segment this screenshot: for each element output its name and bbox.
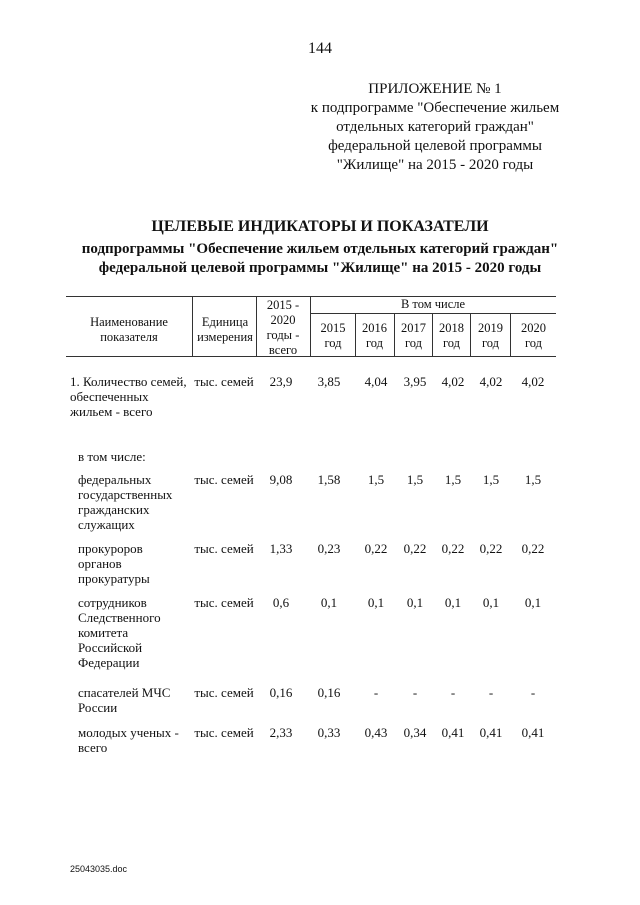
row-value: - xyxy=(412,685,418,700)
group-divider xyxy=(310,313,556,314)
row-total: 23,9 xyxy=(269,374,293,389)
row-value: 0,33 xyxy=(317,725,341,740)
row-unit: тыс. семей xyxy=(194,541,254,556)
row-name: сотрудников Следственного комитета Российской Федерации xyxy=(78,595,161,670)
document-subtitle xyxy=(40,240,600,278)
file-name-footer: 25043035.doc xyxy=(70,864,128,874)
row-value: 0,22 xyxy=(364,541,388,556)
row-value: 0,16 xyxy=(317,685,341,700)
row-value: 0,1 xyxy=(367,595,385,610)
row-unit: тыс. семей xyxy=(194,472,254,487)
document-title: ЦЕЛЕВЫЕ ИНДИКАТОРЫ И ПОКАЗАТЕЛИ xyxy=(151,218,489,235)
header-year: 2017 год xyxy=(401,321,426,350)
row-value: 0,22 xyxy=(403,541,427,556)
row-name: спасателей МЧС России xyxy=(78,685,171,715)
row-name: 1. Количество семей, обеспеченных жильем - всего xyxy=(70,374,187,419)
row-value: 0,1 xyxy=(444,595,462,610)
row-unit: тыс. семей xyxy=(194,595,254,610)
row-value: - xyxy=(450,685,456,700)
row-value: 0,41 xyxy=(479,725,503,740)
row-value: 0,22 xyxy=(521,541,545,556)
row-value: 0,1 xyxy=(320,595,338,610)
row-value: 0,34 xyxy=(403,725,427,740)
row-name: федеральных государственных гражданских служащих xyxy=(78,472,173,532)
row-value: 1,5 xyxy=(444,472,462,487)
row-value: 1,5 xyxy=(524,472,542,487)
row-value: - xyxy=(488,685,494,700)
row-unit: тыс. семей xyxy=(194,374,254,389)
appendix-heading xyxy=(290,80,580,175)
row-value: 3,95 xyxy=(403,374,427,389)
appendix-line: ПРИЛОЖЕНИЕ № 1 xyxy=(368,81,502,97)
header-group: В том числе xyxy=(400,297,466,311)
row-total: 9,08 xyxy=(269,472,293,487)
column-divider xyxy=(256,296,257,356)
row-name: в том числе: xyxy=(78,449,146,464)
header-name: Наименование показателя xyxy=(90,315,168,344)
row-unit: тыс. семей xyxy=(194,725,254,740)
row-total: 0,16 xyxy=(269,685,293,700)
header-bottom-border xyxy=(66,356,556,357)
row-name: молодых ученых - всего xyxy=(78,725,179,755)
row-value: 0,41 xyxy=(441,725,465,740)
row-value: - xyxy=(530,685,536,700)
header-year: 2020 год xyxy=(521,321,546,350)
page-number: 144 xyxy=(308,40,332,57)
row-value: 0,23 xyxy=(317,541,341,556)
row-value: 3,85 xyxy=(317,374,341,389)
column-divider xyxy=(192,296,193,356)
row-value: 0,1 xyxy=(482,595,500,610)
row-value: 0,22 xyxy=(479,541,503,556)
row-value: 0,41 xyxy=(521,725,545,740)
row-name: прокуроров органов прокуратуры xyxy=(78,541,150,586)
row-value: 4,04 xyxy=(364,374,388,389)
subtitle-line: федеральной целевой программы "Жилище" на 2015 - 2020 годы xyxy=(98,260,542,276)
row-value: 1,5 xyxy=(406,472,424,487)
row-value: 1,5 xyxy=(482,472,500,487)
row-value: 4,02 xyxy=(521,374,545,389)
row-value: - xyxy=(373,685,379,700)
row-value: 0,1 xyxy=(406,595,424,610)
row-value: 0,43 xyxy=(364,725,388,740)
subtitle-line: подпрограммы "Обеспечение жильем отдельных категорий граждан" xyxy=(81,241,559,257)
appendix-line: федеральной целевой программы xyxy=(328,138,542,154)
header-year: 2018 год xyxy=(439,321,464,350)
appendix-line: отдельных категорий граждан" xyxy=(336,119,534,135)
row-value: 1,58 xyxy=(317,472,341,487)
row-total: 1,33 xyxy=(269,541,293,556)
row-value: 1,5 xyxy=(367,472,385,487)
row-unit: тыс. семей xyxy=(194,685,254,700)
header-year: 2019 год xyxy=(478,321,503,350)
row-value: 0,22 xyxy=(441,541,465,556)
header-unit: Единица измерения xyxy=(197,315,253,344)
row-value: 4,02 xyxy=(441,374,465,389)
row-total: 2,33 xyxy=(269,725,293,740)
appendix-line: к подпрограмме "Обеспечение жильем xyxy=(310,100,560,116)
row-total: 0,6 xyxy=(272,595,290,610)
row-value: 4,02 xyxy=(479,374,503,389)
appendix-line: "Жилище" на 2015 - 2020 годы xyxy=(336,157,534,173)
row-value: 0,1 xyxy=(524,595,542,610)
header-total: 2015 - 2020 годы - всего xyxy=(266,298,300,357)
header-year: 2016 год xyxy=(362,321,387,350)
header-year: 2015 год xyxy=(320,321,346,350)
